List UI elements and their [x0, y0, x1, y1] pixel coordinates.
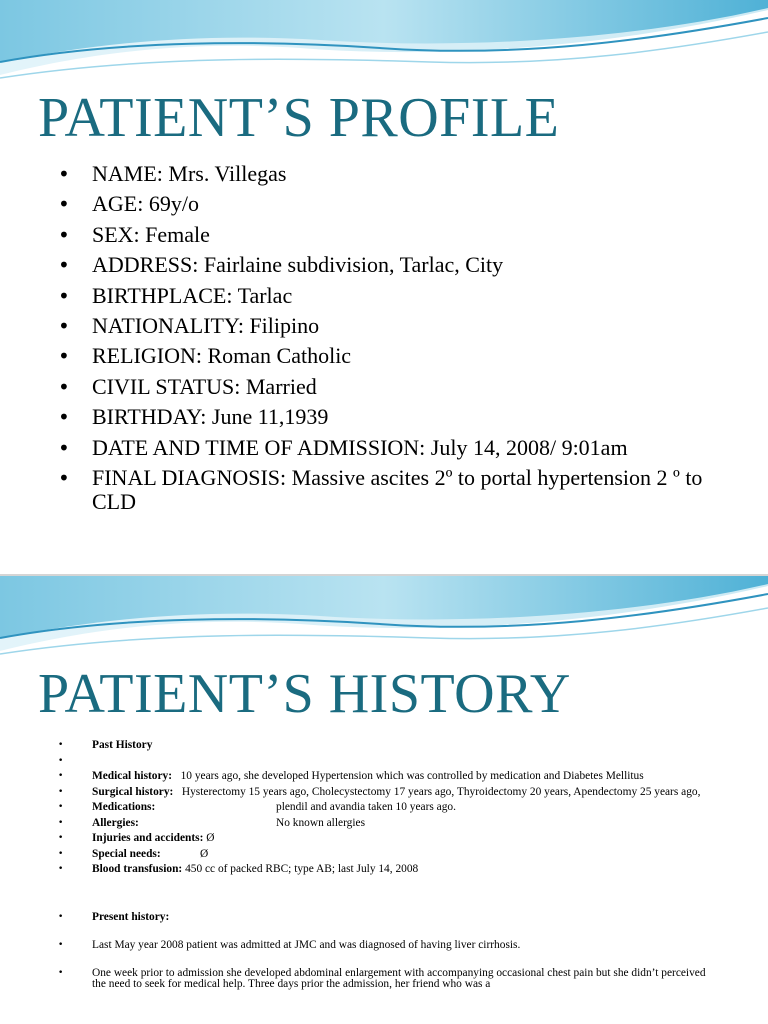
- list-item: • AGE: 69y/o: [58, 191, 199, 217]
- list-item: • BIRTHDAY: June 11,1939: [58, 404, 329, 430]
- slide-title: PATIENT’S HISTORY: [38, 663, 571, 725]
- list-item: • SEX: Female: [58, 221, 210, 247]
- bullet-icon: •: [58, 755, 64, 766]
- bullet-icon: •: [58, 740, 64, 750]
- history-list: [58, 740, 718, 995]
- wave-banner: [0, 576, 768, 671]
- bullet-icon: •: [58, 786, 64, 797]
- list-item: • ADDRESS: Fairlaine subdivision, Tarlac, City: [58, 252, 504, 278]
- list-item: • DATE AND TIME OF ADMISSION: July 14, 2008/ 9:01am: [58, 434, 628, 460]
- bullet-icon: •: [58, 864, 64, 874]
- bullet-icon: •: [58, 912, 64, 922]
- list-item: • FINAL DIAGNOSIS: Massive ascites 2º to portal hypertension 2 º to CLD: [58, 464, 703, 514]
- bullet-icon: •: [58, 405, 70, 430]
- bullet-icon: •: [58, 222, 70, 247]
- bullet-icon: •: [58, 771, 64, 781]
- list-item: • Last May year 2008 patient was admitted at JMC and was diagnosed of having liver cirrhosis.: [58, 939, 521, 951]
- wave-banner: [0, 0, 768, 95]
- bullet-icon: •: [58, 253, 70, 278]
- list-item: • NATIONALITY: Filipino: [58, 312, 320, 338]
- profile-list: [58, 162, 748, 520]
- list-item: [58, 756, 718, 767]
- bullet-icon: •: [58, 344, 70, 369]
- list-item: • Allergies: No known allergies: [58, 816, 366, 829]
- list-item: • Injuries and accidents: Ø: [58, 832, 215, 844]
- list-item: • CIVIL STATUS: Married: [58, 373, 317, 399]
- bullet-icon: •: [58, 940, 64, 950]
- bullet-icon: •: [58, 192, 70, 217]
- bullet-icon: •: [58, 968, 64, 978]
- slide-patient-history: [0, 576, 768, 1024]
- list-item: • Special needs: Ø: [58, 847, 209, 860]
- list-item: • BIRTHPLACE: Tarlac: [58, 282, 293, 308]
- bullet-icon: •: [58, 848, 64, 859]
- bullet-icon: •: [58, 313, 70, 338]
- bullet-icon: •: [58, 465, 70, 490]
- list-item: • Present history:: [58, 911, 170, 923]
- list-item: • One week prior to admission she developed abdominal enlargement with accompanying occasional chest pain but she didn’t perceived the need to seek for medical help. Three days prior the admission, her friend who was a: [58, 967, 706, 990]
- list-item: • Medications: plendil and avandia taken 10 years ago.: [58, 801, 456, 813]
- list-item: • NAME: Mrs. Villegas: [58, 161, 287, 186]
- bullet-icon: •: [58, 162, 70, 186]
- bullet-icon: •: [58, 833, 64, 843]
- bullet-icon: •: [58, 283, 70, 308]
- list-item: • Blood transfusion: 450 cc of packed RBC; type AB; last July 14, 2008: [58, 863, 419, 875]
- list-item: • Medical history: 10 years ago, she developed Hypertension which was controlled by medication and Diabetes Mellitus: [58, 770, 644, 782]
- bullet-icon: •: [58, 817, 64, 828]
- list-item: • RELIGION: Roman Catholic: [58, 343, 352, 369]
- bullet-icon: •: [58, 435, 70, 460]
- slide-title: PATIENT’S PROFILE: [38, 87, 560, 149]
- bullet-icon: •: [58, 374, 70, 399]
- list-item: • Past History: [58, 739, 153, 751]
- list-item: • Surgical history: Hysterectomy 15 years ago, Cholecystectomy 17 years ago, Thyroidectomy 20 years, Apendectomy 25 years ago,: [58, 785, 701, 798]
- bullet-icon: •: [58, 802, 64, 812]
